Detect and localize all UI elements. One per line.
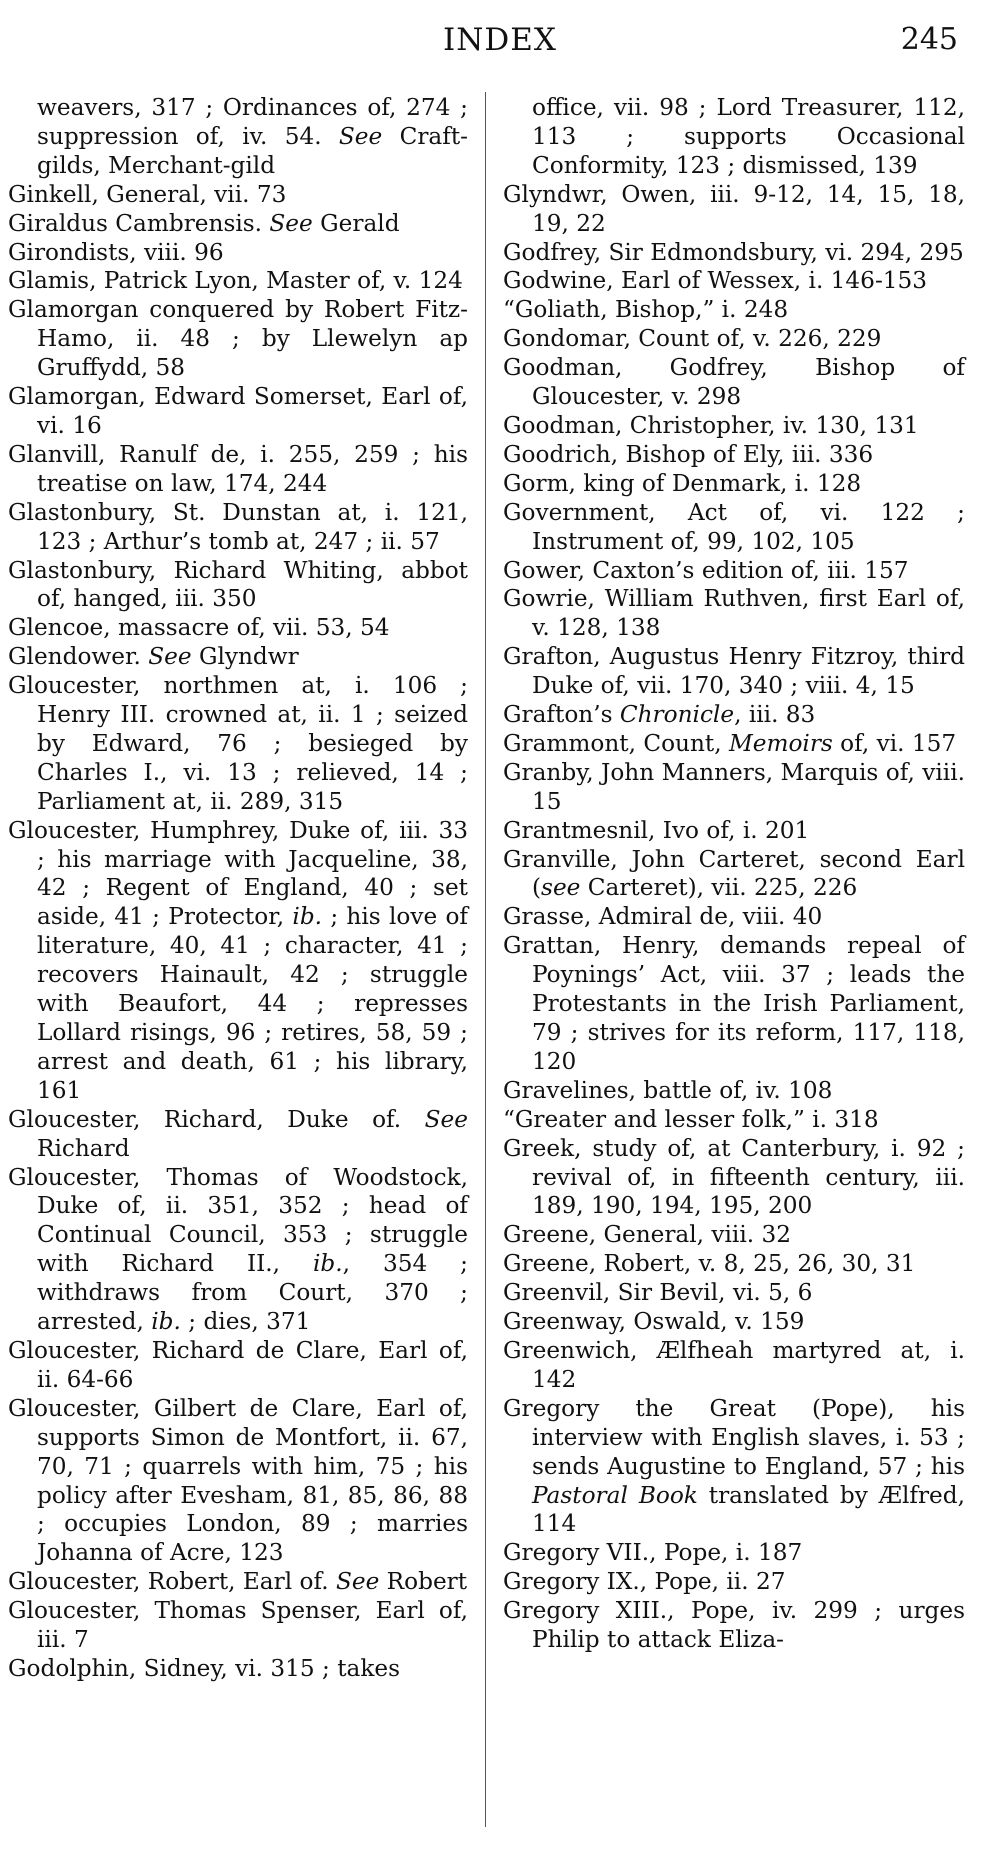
index-entry: Glendower. See Glyndwr [8,643,299,671]
page-header [0,22,1000,66]
index-entry: Greenwich, Ælfheah martyred at, i. 142 [503,1336,965,1393]
index-entry: Gorm, king of Denmark, i. 128 [503,469,862,497]
index-entry: Gloucester, Robert, Earl of. See Robert [8,1568,468,1596]
index-entry: Gower, Caxton’s edition of, iii. 157 [503,556,909,584]
index-entry: Godolphin, Sidney, vi. 315 ; takes [8,1654,401,1682]
index-entry: Glyndwr, Owen, iii. 9-12, 14, 15, 18, 19, 22 [503,180,965,237]
left-column [8,94,468,1684]
index-entry: Gloucester, Thomas Spenser, Earl of, iii. 7 [8,1597,468,1654]
index-entry: Greene, Robert, v. 8, 25, 26, 30, 31 [503,1250,916,1278]
index-entry: Gloucester, Thomas of Woodstock, Duke of, ii. 351, 352 ; head of Continual Council, 353 ; struggle with Richard II., ib., 354 ; withdraws from Court, 370 ; arrested, ib. ; dies, 371 [8,1163,468,1336]
index-entry: Grafton, Augustus Henry Fitzroy, third Duke of, vii. 170, 340 ; viii. 4, 15 [503,643,965,700]
index-entry: Gravelines, battle of, iv. 108 [503,1076,833,1104]
index-entry: Giraldus Cambrensis. See Gerald [8,209,400,237]
index-entry: Gloucester, Humphrey, Duke of, iii. 33 ; his marriage with Jacqueline, 38, 42 ; Regent of England, 40 ; set aside, 41 ; Protector, ib. ; his love of literature, 40, 41 ; character, 41 ; recovers Hainault, 42 ; struggle with Beaufort, 44 ; represses Lollard risings, 96 ; retires, 58, 59 ; arrest and death, 61 ; his library, 161 [8,816,468,1104]
index-entry: Grafton’s Chronicle, iii. 83 [503,701,816,729]
index-entry: Grammont, Count, Memoirs of, vi. 157 [503,729,957,757]
index-entry: Glanvill, Ranulf de, i. 255, 259 ; his treatise on law, 174, 244 [8,440,468,497]
index-entry: office, vii. 98 ; Lord Treasurer, 112, 113 ; supports Occasional Conformity, 123 ; dismissed, 139 [532,94,965,179]
right-column [503,94,965,1655]
index-entry: Gregory the Great (Pope), his interview with English slaves, i. 53 ; sends Augustine to England, 57 ; his Pastoral Book translated by Ælfred, 114 [503,1394,965,1538]
index-entry: “Goliath, Bishop,” i. 248 [503,296,789,324]
index-entry: Grantmesnil, Ivo of, i. 201 [503,816,810,844]
index-entry: Grattan, Henry, demands repeal of Poynings’ Act, viii. 37 ; leads the Protestants in the Irish Parliament, 79 ; strives for its reform, 117, 118, 120 [503,932,965,1075]
index-entry: Gloucester, Gilbert de Clare, Earl of, supports Simon de Montfort, ii. 67, 70, 71 ; quarrels with him, 75 ; his policy after Evesham, 81, 85, 86, 88 ; occupies London, 89 ; marries Johanna of Acre, 123 [8,1394,468,1567]
index-entry: Gregory IX., Pope, ii. 27 [503,1568,786,1596]
index-entry: Godfrey, Sir Edmondsbury, vi. 294, 295 [503,238,964,266]
index-entry: Gloucester, Richard de Clare, Earl of, ii. 64-66 [8,1336,468,1393]
index-entry: Glastonbury, Richard Whiting, abbot of, hanged, iii. 350 [8,556,468,613]
index-entry: Gloucester, Richard, Duke of. See Richard [8,1105,468,1162]
index-entry: Goodman, Godfrey, Bishop of Gloucester, v. 298 [503,354,965,411]
index-entry: Glamorgan conquered by Robert Fitz-Hamo, ii. 48 ; by Llewelyn ap Gruffydd, 58 [8,296,468,382]
column-divider [485,92,486,1827]
index-entry: Glamis, Patrick Lyon, Master of, v. 124 [8,267,463,295]
index-entry: Gregory VII., Pope, i. 187 [503,1539,803,1567]
index-entry: Girondists, viii. 96 [8,238,224,266]
index-entry: Goodman, Christopher, iv. 130, 131 [503,411,919,439]
index-entry: weavers, 317 ; Ordinances of, 274 ; suppression of, iv. 54. See Craft-gilds, Merchant-gild [37,94,468,179]
index-entry: Granville, John Carteret, second Earl (see Carteret), vii. 225, 226 [503,845,965,902]
page-number: 245 [900,22,958,57]
index-entry: Gloucester, northmen at, i. 106 ; Henry III. crowned at, ii. 1 ; seized by Edward, 76 ; besieged by Charles I., vi. 13 ; relieved, 14 ; Parliament at, ii. 289, 315 [8,672,468,815]
index-entry: Glastonbury, St. Dunstan at, i. 121, 123 ; Arthur’s tomb at, 247 ; ii. 57 [8,498,468,555]
index-entry: Greenvil, Sir Bevil, vi. 5, 6 [503,1279,813,1307]
index-entry: Granby, John Manners, Marquis of, viii. 15 [503,758,965,815]
index-entry: Godwine, Earl of Wessex, i. 146-153 [503,267,928,295]
index-entry: Gowrie, William Ruthven, first Earl of, v. 128, 138 [503,585,965,642]
index-entry: Greek, study of, at Canterbury, i. 92 ; revival of, in fifteenth century, iii. 189, 190, 194, 195, 200 [503,1134,965,1220]
index-entry: “Greater and lesser folk,” i. 318 [503,1105,879,1133]
index-entry: Ginkell, General, vii. 73 [8,180,287,208]
index-entry: Glencoe, massacre of, vii. 53, 54 [8,614,390,642]
index-entry: Greene, General, viii. 32 [503,1221,792,1249]
index-entry: Gregory XIII., Pope, iv. 299 ; urges Philip to attack Eliza- [503,1597,965,1654]
index-entry: Glamorgan, Edward Somerset, Earl of, vi. 16 [8,383,468,439]
index-entry: Goodrich, Bishop of Ely, iii. 336 [503,440,874,468]
index-entry: Greenway, Oswald, v. 159 [503,1308,805,1336]
index-entry: Gondomar, Count of, v. 226, 229 [503,325,882,353]
index-entry: Grasse, Admiral de, viii. 40 [503,903,823,931]
index-entry: Government, Act of, vi. 122 ; Instrument of, 99, 102, 105 [503,498,965,555]
page-title: INDEX [443,22,557,58]
